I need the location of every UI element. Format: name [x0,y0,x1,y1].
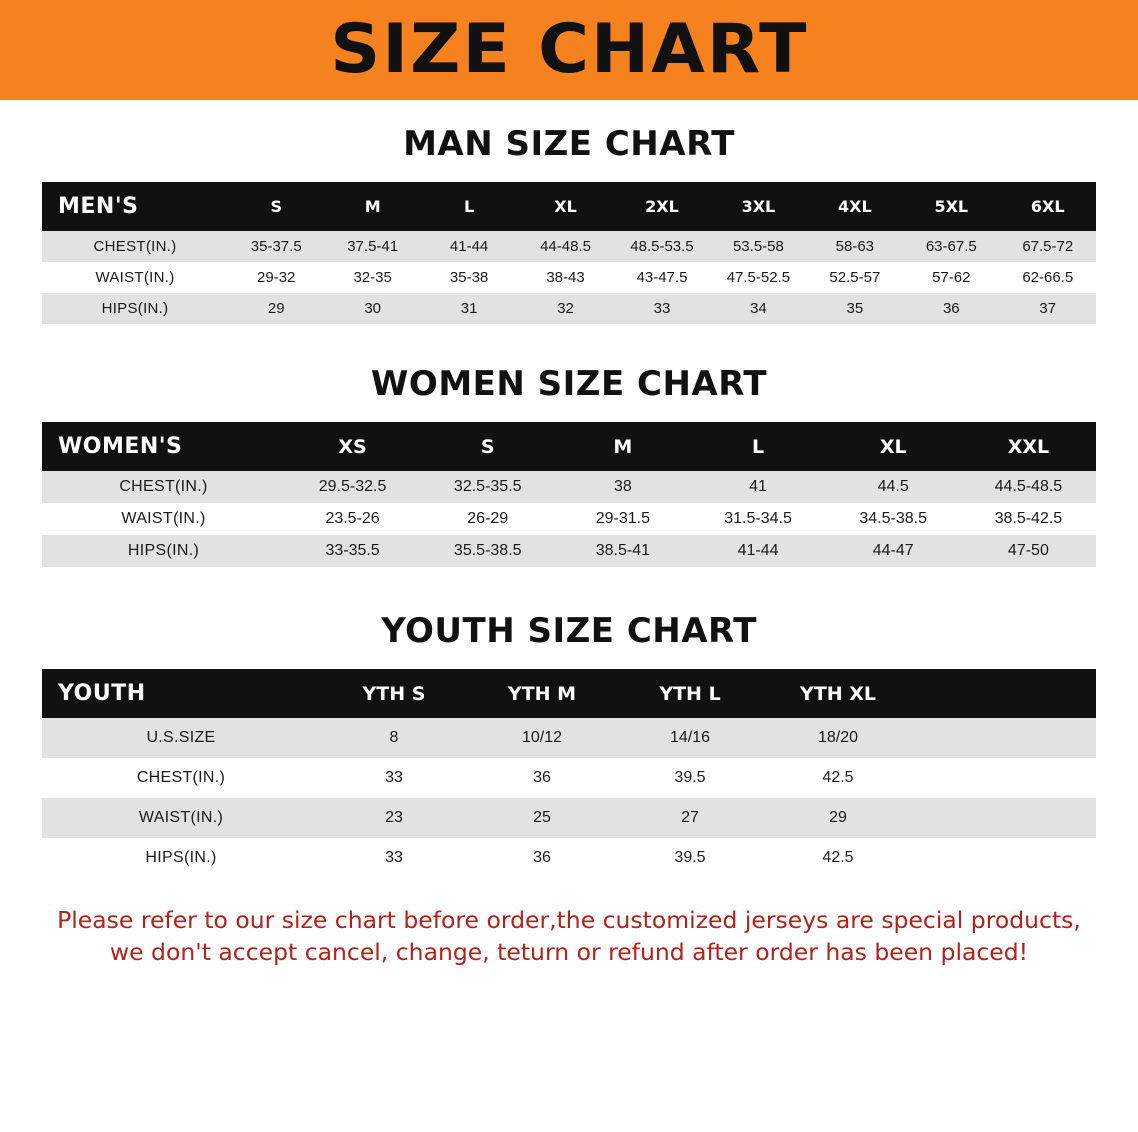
cell: 10/12 [468,718,616,758]
youth-row-label-chest: CHEST(IN.) [42,758,320,798]
youth-row-label-waist: WAIST(IN.) [42,798,320,838]
cell: 63-67.5 [903,231,999,262]
youth-header-yth-l: YTH L [616,669,764,718]
cell: 34.5-38.5 [826,503,961,535]
cell: 25 [468,798,616,838]
table-row [42,503,1096,535]
cell: 32 [517,293,613,324]
cell: 36 [468,838,616,878]
banner-title: SIZE CHART [329,10,809,89]
youth-header-yth-s: YTH S [320,669,468,718]
men-header-4xl: 4XL [807,182,903,231]
women-header-m: M [555,422,690,471]
cell: 41-44 [690,535,825,567]
table-row [42,758,1096,798]
men-row-label-waist: WAIST(IN.) [42,262,228,293]
men-row-label-chest: CHEST(IN.) [42,231,228,262]
cell: 26-29 [420,503,555,535]
cell: 14/16 [616,718,764,758]
men-row-label-hips: HIPS(IN.) [42,293,228,324]
banner [0,0,1138,100]
women-row-label-waist: WAIST(IN.) [42,503,285,535]
cell: 57-62 [903,262,999,293]
table-row [42,798,1096,838]
cell: 36 [468,758,616,798]
women-header-l: L [690,422,825,471]
cell: 29 [228,293,324,324]
women-table-body [42,471,1096,567]
women-size-table [42,422,1096,567]
cell: 42.5 [764,838,912,878]
cell: 44-47 [826,535,961,567]
men-header-xl: XL [517,182,613,231]
cell: 44.5 [826,471,961,503]
cell: 47-50 [961,535,1096,567]
men-header-3xl: 3XL [710,182,806,231]
women-header-xs: XS [285,422,420,471]
cell: 32.5-35.5 [420,471,555,503]
men-header-6xl: 6XL [1000,182,1097,231]
women-header-s: S [420,422,555,471]
table-row [42,231,1096,262]
cell: 44-48.5 [517,231,613,262]
table-row [42,535,1096,567]
cell: 27 [616,798,764,838]
cell: 43-47.5 [614,262,710,293]
youth-header-spacer [912,669,1096,718]
youth-table-head [42,669,1096,718]
cell-spacer [912,838,1096,878]
youth-header-label: YOUTH [42,669,320,718]
cell: 35-38 [421,262,517,293]
men-header-s: S [228,182,324,231]
cell: 36 [903,293,999,324]
cell: 41-44 [421,231,517,262]
disclaimer-line-2: we don't accept cancel, change, teturn or refund after order has been placed! [109,938,1029,967]
youth-header-yth-m: YTH M [468,669,616,718]
cell: 38.5-41 [555,535,690,567]
cell: 35 [807,293,903,324]
cell: 31.5-34.5 [690,503,825,535]
men-table-head [42,182,1096,231]
cell: 52.5-57 [807,262,903,293]
men-table-body [42,231,1096,324]
table-header-row [42,669,1096,718]
cell: 37 [1000,293,1097,324]
cell: 35-37.5 [228,231,324,262]
cell: 18/20 [764,718,912,758]
cell: 32-35 [324,262,420,293]
cell: 23 [320,798,468,838]
cell: 33-35.5 [285,535,420,567]
man-table-wrapper [42,182,1096,324]
table-row [42,718,1096,758]
cell: 58-63 [807,231,903,262]
cell: 29-31.5 [555,503,690,535]
cell-spacer [912,758,1096,798]
cell: 33 [320,838,468,878]
man-section-heading: MAN SIZE CHART [403,124,735,164]
women-header-xxl: XXL [961,422,1096,471]
cell: 62-66.5 [1000,262,1097,293]
cell: 33 [320,758,468,798]
cell: 8 [320,718,468,758]
cell: 29 [764,798,912,838]
youth-size-table [42,669,1096,878]
table-row [42,471,1096,503]
cell: 38 [555,471,690,503]
cell: 53.5-58 [710,231,806,262]
men-header-l: L [421,182,517,231]
cell: 33 [614,293,710,324]
cell: 34 [710,293,806,324]
cell-spacer [912,798,1096,838]
women-table-wrapper [42,422,1096,567]
women-header-label: WOMEN'S [42,422,285,471]
cell: 29.5-32.5 [285,471,420,503]
cell: 39.5 [616,758,764,798]
women-table-head [42,422,1096,471]
table-row [42,838,1096,878]
men-header-2xl: 2XL [614,182,710,231]
cell: 39.5 [616,838,764,878]
men-header-5xl: 5XL [903,182,999,231]
youth-section-heading: YOUTH SIZE CHART [381,611,757,651]
men-header-m: M [324,182,420,231]
cell: 44.5-48.5 [961,471,1096,503]
disclaimer-line-1: Please refer to our size chart before order,the customized jerseys are special products, [57,906,1081,934]
disclaimer-note [40,904,1098,969]
cell: 38-43 [517,262,613,293]
cell: 48.5-53.5 [614,231,710,262]
cell: 67.5-72 [1000,231,1097,262]
youth-row-label-ussize: U.S.SIZE [42,718,320,758]
cell: 23.5-26 [285,503,420,535]
cell: 29-32 [228,262,324,293]
women-section-heading: WOMEN SIZE CHART [370,364,768,404]
youth-table-body [42,718,1096,878]
cell: 47.5-52.5 [710,262,806,293]
cell: 41 [690,471,825,503]
table-header-row [42,422,1096,471]
cell: 35.5-38.5 [420,535,555,567]
women-row-label-hips: HIPS(IN.) [42,535,285,567]
cell: 38.5-42.5 [961,503,1096,535]
women-row-label-chest: CHEST(IN.) [42,471,285,503]
youth-table-wrapper [42,669,1096,878]
table-row [42,293,1096,324]
youth-row-label-hips: HIPS(IN.) [42,838,320,878]
men-header-label: MEN'S [42,182,228,231]
cell: 30 [324,293,420,324]
youth-header-yth-xl: YTH XL [764,669,912,718]
cell-spacer [912,718,1096,758]
men-size-table [42,182,1096,324]
table-row [42,262,1096,293]
table-header-row [42,182,1096,231]
cell: 42.5 [764,758,912,798]
cell: 37.5-41 [324,231,420,262]
women-header-xl: XL [826,422,961,471]
cell: 31 [421,293,517,324]
